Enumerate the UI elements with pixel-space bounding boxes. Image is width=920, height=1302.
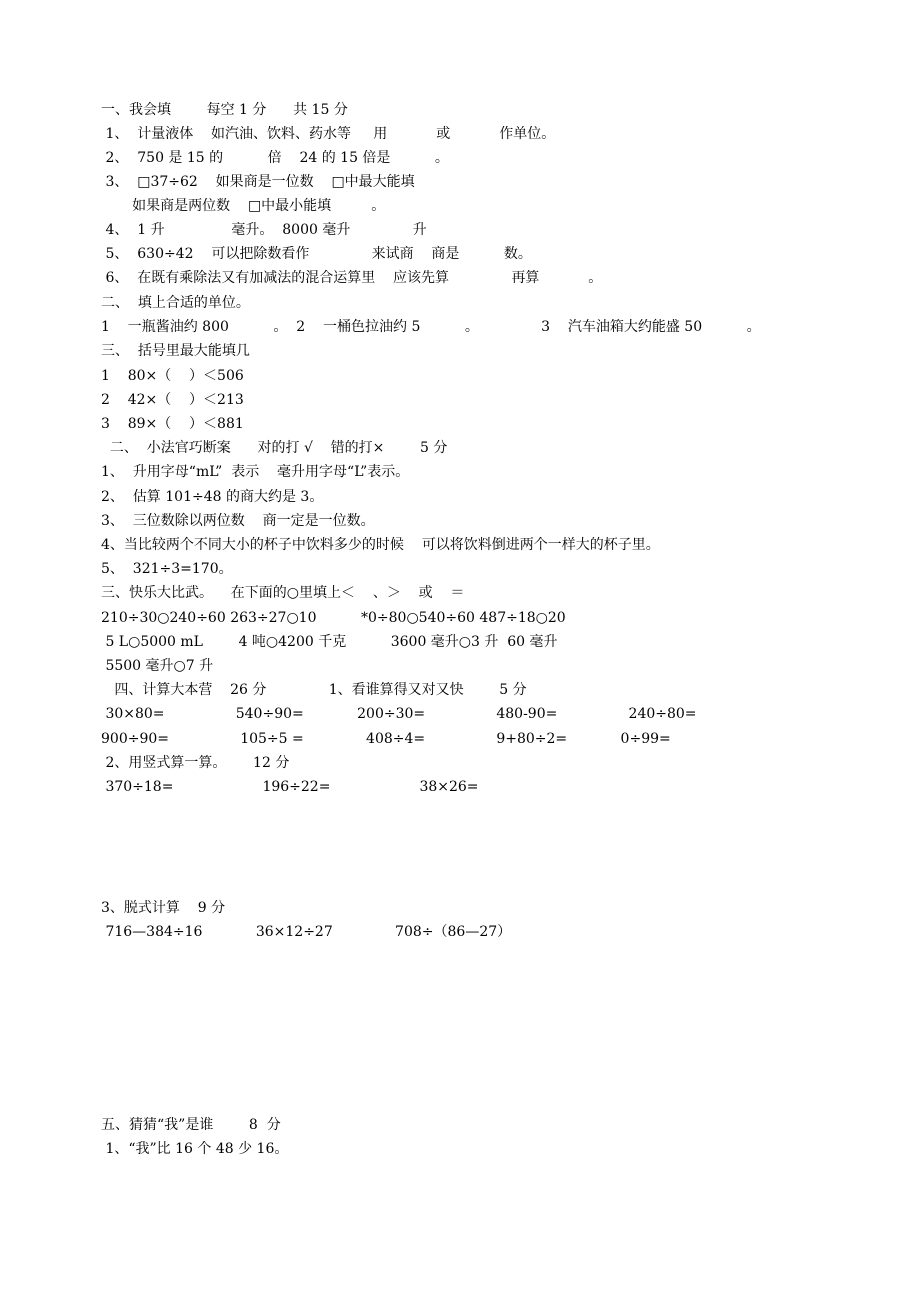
question-1-4: 4、 1 升 毫升。 8000 毫升 升: [101, 222, 427, 238]
question-3-3: 3 89×（ ）＜881: [101, 416, 244, 432]
question-1-2: 2、 750 是 15 的 倍 24 的 15 倍是 。: [101, 150, 449, 166]
oral-calc-row-1: 30×80= 540÷90= 200÷30= 480-90= 240÷80=: [101, 706, 697, 722]
section-1-title: 一、我会填 每空 1 分 共 15 分: [101, 102, 348, 118]
question-1-3: 3、 □37÷62 如果商是一位数 □中最大能填: [101, 174, 415, 190]
judge-3: 3、 三位数除以两位数 商一定是一位数。: [101, 513, 375, 529]
section-4-title: 四、计算大本营 26 分 1、看谁算得又对又快 5 分: [101, 682, 527, 698]
question-1-1: 1、 计量液体 如汽油、饮料、药水等 用 或 作单位。: [101, 126, 556, 142]
compare-row-1: 210÷30○240÷60 263÷27○10 *0÷80○540÷60 487÷18○20: [101, 610, 566, 626]
stepwise-calc-title: 3、脱式计算 9 分: [101, 900, 226, 916]
vertical-calc-title: 2、用竖式算一算。 12 分: [101, 755, 290, 771]
question-1-3-cont: 如果商是两位数 □中最小能填 。: [101, 198, 386, 214]
section-5-title: 五、猜猜“我”是谁 8 分: [101, 1117, 281, 1133]
vertical-calc-problems: 370÷18= 196÷22= 38×26=: [101, 779, 479, 795]
compare-row-2: 5 L○5000 mL 4 吨○4200 千克 3600 毫升○3 升 60 毫升: [101, 634, 558, 650]
stepwise-calc-problems: 716—384÷16 36×12÷27 708÷（86—27）: [101, 924, 512, 940]
question-5-1: 1、“我”比 16 个 48 少 16。: [101, 1141, 289, 1157]
compare-row-3: 5500 毫升○7 升: [101, 658, 214, 674]
judge-2: 2、 估算 101÷48 的商大约是 3。: [101, 489, 324, 505]
question-3-1: 1 80×（ ）＜506: [101, 368, 244, 384]
judge-4: 4、当比较两个不同大小的杯子中饮料多少的时候 可以将饮料倒进两个一样大的杯子里。: [101, 537, 660, 553]
section-judge-title: 二、 小法官巧断案 对的打 √ 错的打× 5 分: [101, 440, 448, 456]
question-1-5: 5、 630÷42 可以把除数看作 来试商 商是 数。: [101, 246, 532, 262]
question-3-2: 2 42×（ ）＜213: [101, 392, 244, 408]
section-2-title: 二、 填上合适的单位。: [101, 295, 250, 311]
section-3-title: 三、 括号里最大能填几: [101, 343, 250, 359]
section-compare-title: 三、快乐大比武。 在下面的○里填上＜ 、＞ 或 ＝: [101, 585, 465, 601]
judge-5: 5、 321÷3=170。: [101, 561, 233, 577]
oral-calc-row-2: 900÷90= 105÷5 = 408÷4= 9+80÷2= 0÷99=: [101, 731, 671, 747]
question-1-6: 6、 在既有乘除法又有加减法的混合运算里 应该先算 再算 。: [101, 270, 603, 286]
judge-1: 1、 升用字母“mL” 表示 毫升用字母“L”表示。: [101, 464, 410, 480]
question-2-units: 1 一瓶酱油约 800 。 2 一桶色拉油约 5 。 3 汽车油箱大约能盛 50 。: [101, 319, 761, 335]
